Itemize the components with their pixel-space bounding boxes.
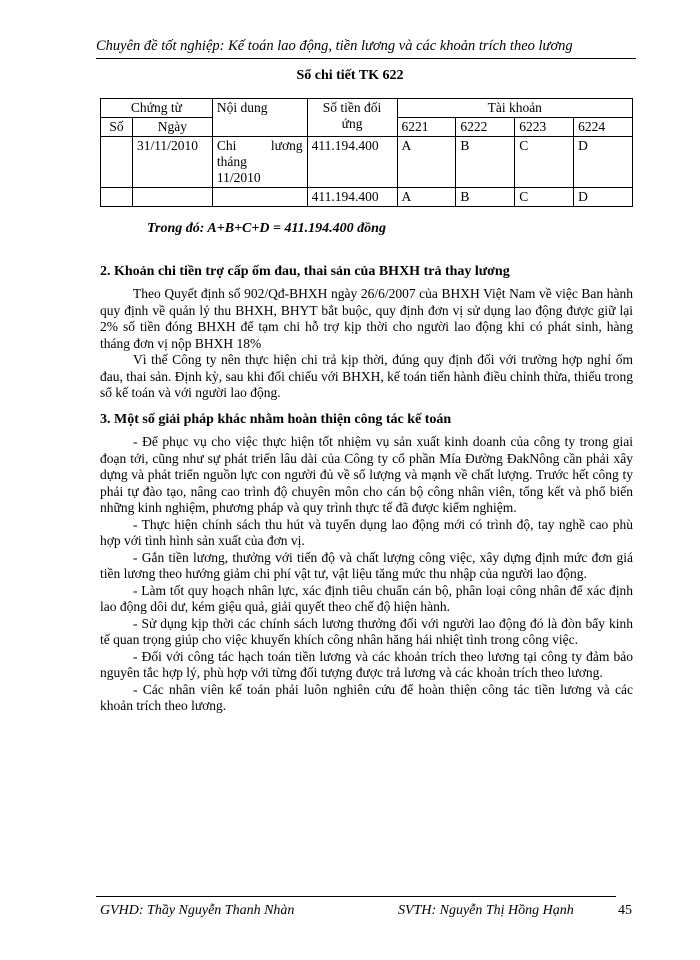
section2-paragraph: Theo Quyết định số 902/Qđ-BHXH ngày 26/6/2007 của BHXH Việt Nam về việc Ban hành quy định về quản lý thu BHXH, BHYT bắt buộc, quy định đơn vị sử dụng lao động được giữ lại 2% số tiền đóng BHXH để tạm chi hỗ trợ kịp thời cho người lao động khi có phát sinh, hàng tháng đơn vị nộp BHXH 18%	[100, 286, 633, 351]
section2-body	[100, 286, 633, 402]
cell-noi-dung	[212, 137, 307, 188]
footer-advisor: GVHD: Thầy Nguyễn Thanh Nhàn	[100, 903, 295, 918]
total-account-b: B	[456, 188, 515, 207]
header-so-tien-line1: Số tiền đối	[322, 100, 382, 115]
header-divider	[96, 58, 636, 59]
cell-account-a: A	[397, 137, 456, 188]
cell-account-c: C	[515, 137, 574, 188]
section2-paragraph: Vì thế Công ty nên thực hiện chi trả kịp thời, đúng quy định đối với trường hợp nghỉ ốm đau, thai sản. Định kỳ, sau khi đối chiếu với BHXH, kế toán tiến hành điều chỉnh thừa, thiếu trong sổ kế toán và với người lao động.	[100, 352, 633, 400]
section3-paragraph: - Gắn tiền lương, thưởng với tiến độ và chất lượng công việc, xây dựng định mức đơn giá tiền lương theo hướng giảm chi phí vật tư, vật liệu tăng mức thu nhập của người lao động.	[100, 549, 633, 581]
total-amount: 411.194.400	[307, 188, 397, 207]
table-row	[101, 137, 633, 188]
header-so-tien	[307, 99, 397, 137]
ledger-table	[100, 98, 633, 207]
header-noi-dung: Nội dung	[212, 99, 307, 137]
footer-student: SVTH: Nguyễn Thị Hồng Hạnh	[398, 903, 574, 918]
section3-paragraph: - Thực hiện chính sách thu hút và tuyển dụng lao động mới có trình độ, tay nghề cao phù hợp với tình hình sản xuất của đơn vị.	[100, 516, 633, 548]
table-total-row	[101, 188, 633, 207]
document-title: Sổ chi tiết TK 622	[296, 68, 404, 83]
footer-divider	[96, 896, 616, 897]
total-account-a: A	[397, 188, 456, 207]
cell-content-line1: Chi lương	[216, 138, 303, 153]
cell-content-line2: tháng	[216, 154, 247, 169]
cell-so	[101, 137, 133, 188]
header-account-6223: 6223	[515, 118, 574, 137]
header-account-6221: 6221	[397, 118, 456, 137]
section3-paragraph: - Làm tốt quy hoạch nhân lực, xác định tiêu chuẩn cán bộ, phân loại công nhân để xác định lao động dôi dư, kém giệu quả, giải quyết theo chế độ hiện hành.	[100, 582, 633, 614]
section3-body	[100, 434, 633, 715]
header-chung-tu: Chứng từ	[101, 99, 213, 118]
section3-paragraph: - Đối với công tác hạch toán tiền lương và các khoản trích theo lương tại công ty đảm bảo nguyên tắc hợp lý, phù hợp với từng đối tượng được trả lương và các khoản trích theo lương.	[100, 648, 633, 680]
table-header-row	[101, 99, 633, 118]
header-account-6222: 6222	[456, 118, 515, 137]
running-header-title: Chuyên đề tốt nghiệp: Kế toán lao động, tiền lương và các khoản trích theo lương	[96, 38, 573, 54]
cell-account-d: D	[574, 137, 633, 188]
section3-paragraph: - Để phục vụ cho việc thực hiện tốt nhiệm vụ sản xuất kinh doanh của công ty trong giai đoạn tới, cũng như sự phát triển lâu dài của Công ty cổ phần Mía Đường ĐakNông cần phải xây dựng và phát triển nguồn lực con người đủ về số lượng và mạnh về chất lượng. Trước hết công ty phải tự đào tạo, nâng cao trình độ chuyên môn cho cán bộ công nhân viên, tổng kết và phổ biến những kinh nghiệm, phương pháp và quy trình thực tế đã được kiểm nghiệm.	[100, 434, 633, 515]
cell-amount: 411.194.400	[307, 137, 397, 188]
summary-line: Trong đó: A+B+C+D = 411.194.400 đồng	[147, 221, 386, 236]
header-tai-khoan: Tài khoản	[397, 99, 632, 118]
header-so-tien-line2: ứng	[341, 116, 363, 131]
page-number: 45	[618, 903, 632, 918]
section3-heading: 3. Một số giải pháp khác nhằm hoàn thiện công tác kế toán	[100, 412, 452, 427]
section2-heading: 2. Khoản chi tiền trợ cấp ốm đau, thai sản của BHXH trả thay lương	[100, 264, 510, 279]
header-account-6224: 6224	[574, 118, 633, 137]
header-ngay: Ngày	[132, 118, 212, 137]
section3-paragraph: - Các nhân viên kế toán phải luôn nghiên cứu để hoàn thiện công tác tiền lương và các khoản trích theo lương.	[100, 681, 633, 713]
cell-ngay: 31/11/2010	[132, 137, 212, 188]
total-account-d: D	[574, 188, 633, 207]
cell-account-b: B	[456, 137, 515, 188]
total-cell-ngay	[132, 188, 212, 207]
total-cell-noi-dung	[212, 188, 307, 207]
cell-content-line3: 11/2010	[216, 170, 261, 185]
total-cell-so	[101, 188, 133, 207]
header-so: Số	[101, 118, 133, 137]
total-account-c: C	[515, 188, 574, 207]
section3-paragraph: - Sử dụng kịp thời các chính sách lương thưởng đối với người lao động đó là đòn bẩy kinh tế quan trọng giúp cho việc khuyến khích công nhân hăng hái nhiệt tình trong công việc.	[100, 615, 633, 647]
